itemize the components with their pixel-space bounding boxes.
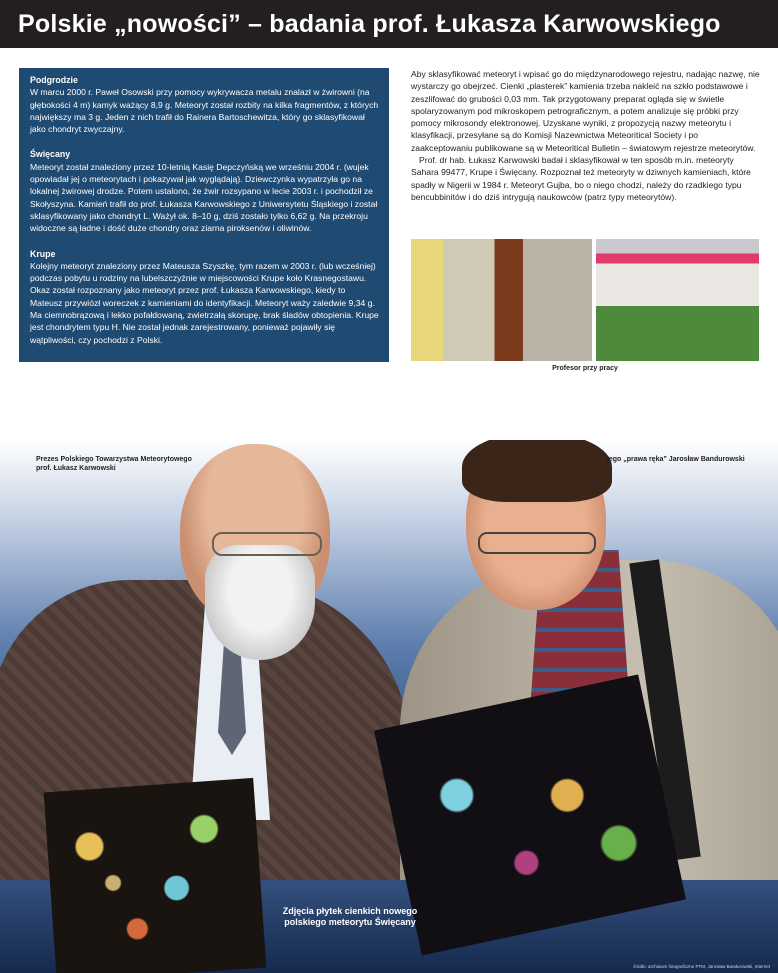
photo-professor-outdoors [596,239,759,361]
page-title: Polskie „nowości” – badania prof. Łukasza Karwowskiego [18,10,721,38]
meteorite-name: Podgrodzie [30,75,78,85]
meteorite-description: W marcu 2000 r. Paweł Osowski przy pomocy wykrywacza metalu znalazł w żwirowni (na głębokości 4 m) kamyk ważący 8,9 g. Meteoryt został rozbity na kilka fragmentów, z których największy ma 3 g. Jeden z nich trafił do Rainera Bartoschewitza, który go sklasyfikował jako chondryt zwyczajny. [30,87,379,135]
meteorite-description: Meteoryt został znaleziony przez 10-letnią Kasię Depczyńską we wrześniu 2004 r. (wujek opowiadał jej o meteorytach i pokazywał jak wyglądają). Dziewczynka wypatrzyła go na lokalnej żwirowej drodze. Potem ustalono, że żwir rozsypano w lecie 2003 r. i pochodził ze Skołyszyna. Kamień trafił do prof. Łukasza Karwowskiego z Uniwersytetu Śląskiego i został sklasyfikowany jako chondryt L. Ważył ok. 8–10 g, dziś zostało tylko 6,62 g. Na przekroju widoczne są ładne i dość duże chondry oraz ziarna piroksenów i oliwinów. [30,161,378,234]
classification-text [411,68,761,203]
meteorites-info-box [19,68,389,362]
title-bar [0,0,778,48]
meteorite-description: Kolejny meteoryt znaleziony przez Mateusza Szyszkę, tym razem w 2003 r. (lub wcześniej) podczas pobytu u rodziny na lubelszczyźnie w miejscowości Krupe koło Krasnegostawu. Okaz został rozpoznany jako meteoryt przez prof. Łukasza Karwowskiego, kiedy to Mateusz przywiózł woreczek z kamieniami do identyfikacji. Meteoryt waży zaledwie 9,34 g. Ma ciemnobrązową i lekko pofałdowaną, zwietrzałą skorupę, brak śladów obtopienia. Krupe jest chondrytem typu H. Nie został jednak zarejestrowany, ponieważ pojawiły się wątpliwości, czy pochodzi z Polski. [30,260,379,345]
right-person-caption: Jego „prawa ręka” Jarosław Bandurowski [605,456,745,463]
meteorite-name: Święcany [30,149,71,160]
assistant-hair [462,440,612,502]
meteorite-section-swiecany [30,148,379,234]
paragraph: Aby sklasyfikować meteoryt i wpisać go do międzynarodowego rejestru, nadając nazwę, nie wystarczy go obejrzeć. Cienki „plasterek” kamienia trzeba nakleić na szkło podstawowe i zeszlifować do grubości 0,03 mm. Tak przygotowany preparat ogląda się w świetle spolaryzowanym pod mikroskopem petrograficznym, a potem analizuje się próbki przy pomocy mikrosondy elektronowej. Uzyskane wyniki, z propozycją nazwy meteorytu i klasyfikacji, przesyłane są do Komisji Nazewnictwa Meteoritical Society i po zaakceptowaniu publikowane są w Meteoritical Bulletin – światowym rejestrze meteorytów. [411,69,760,153]
assistant-glasses [478,532,596,554]
paragraph: Prof. dr hab. Łukasz Karwowski badał i sklasyfikował w ten sposób m.in. meteoryty Sahara 99477, Krupe i Święcany. Rozpoznał też meteoryty w dziwnych kamieniach, które spadły w Nigerii w 1984 r. Meteoryt Gujba, bo o niego chodzi, należy do rzadkiego typu bencubbinitów i do dziś intrygują naukowców (patrz typy meteorytów). [411,155,751,202]
photo-professor-at-desk [411,239,592,361]
professor-glasses [212,532,322,556]
main-photo [0,440,778,973]
left-person-caption: Prezes Polskiego Towarzystwa Meteorytowego prof. Łukasz Karwowski [36,456,192,472]
meteorite-section-krupe [30,248,379,346]
meteorite-name: Krupe [30,248,56,259]
photo-sources: źródło: archiwum fotograficzne PTM, Jarosław Bandurowski, Internet [633,964,770,969]
thin-section-slide-left [44,778,267,973]
meteorite-section-podgrodzie [30,74,379,135]
work-photos-caption: Profesor przy pracy [552,365,618,372]
slides-caption: Zdjęcia płytek cienkich nowego polskiego meteorytu Święcany [282,906,418,927]
professor-beard [205,545,315,660]
